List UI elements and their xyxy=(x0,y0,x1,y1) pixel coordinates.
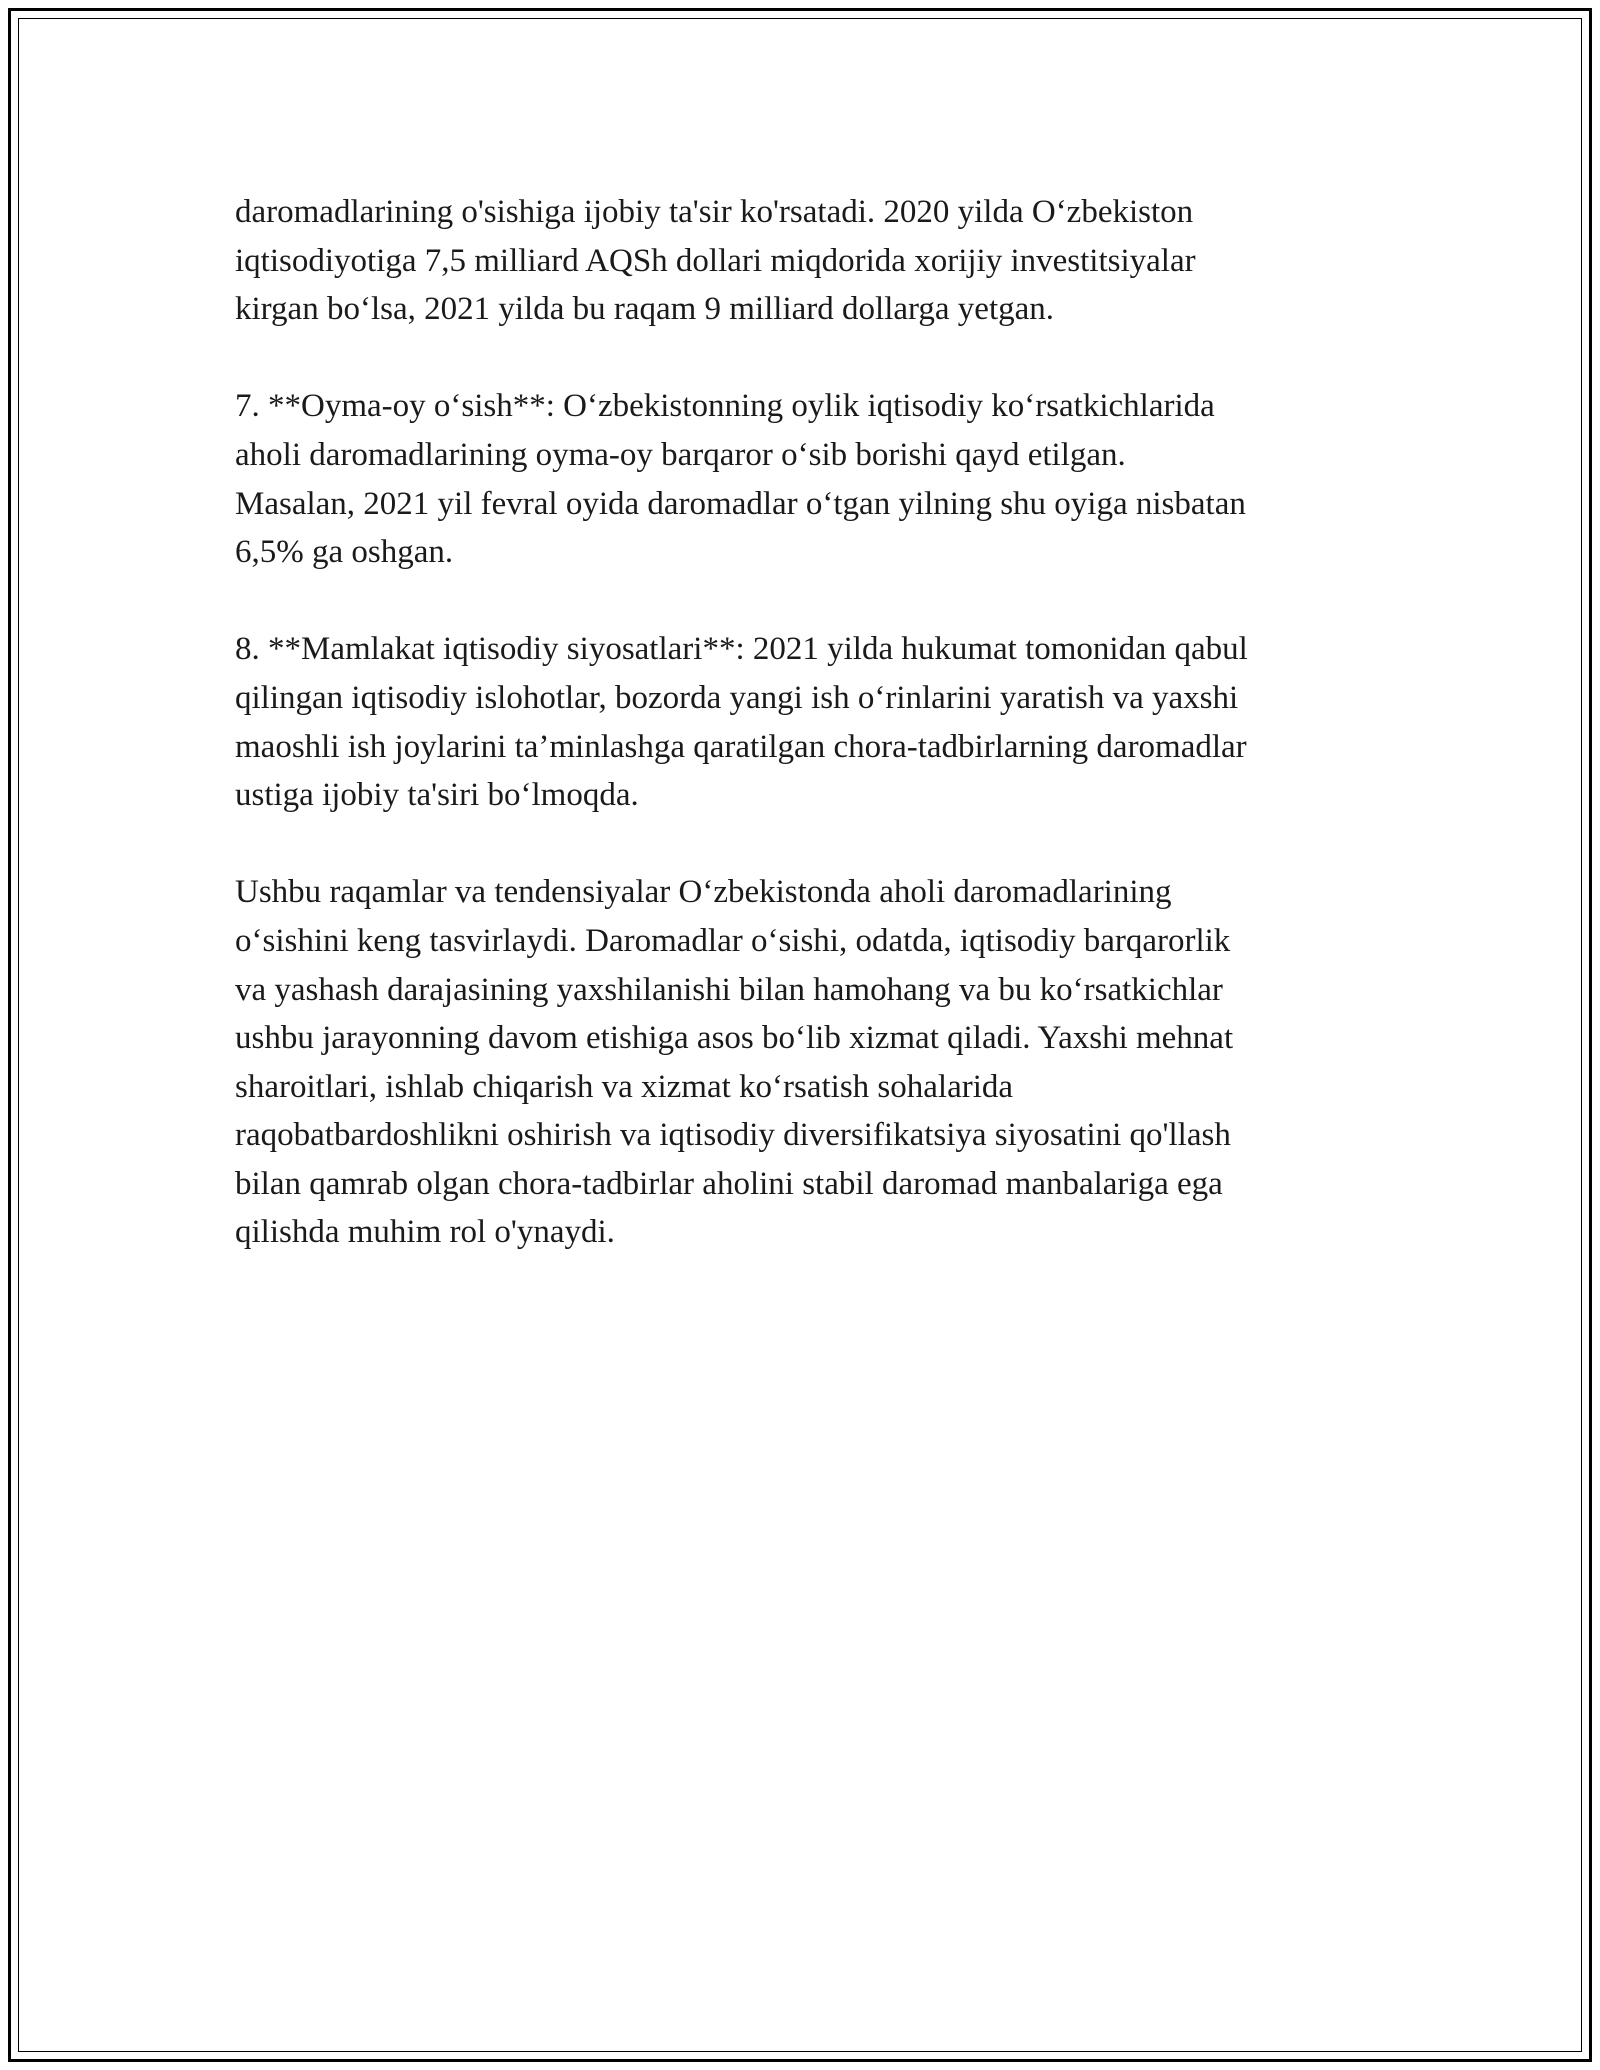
text-line: qilingan iqtisodiy islohotlar, bozorda yangi ish o‘rinlarini yaratish va yaxshi xyxy=(235,679,1239,716)
text-line: Ushbu raqamlar va tendensiyalar O‘zbekistonda aholi daromadlarining xyxy=(235,874,1172,911)
text-line: sharoitlari, ishlab chiqarish va xizmat ko‘rsatish sohalarida xyxy=(235,1068,1014,1105)
text-line: va yashash darajasining yaxshilanishi bilan hamohang va bu ko‘rsatkichlar xyxy=(235,971,1223,1008)
text-line: maoshli ish joylarini ta’minlashga qaratilgan chora-tadbirlarning daromadlar xyxy=(235,728,1247,765)
text-line: ustiga ijobiy ta'siri bo‘lmoqda. xyxy=(235,777,639,814)
text-line: ushbu jarayonning davom etishiga asos bo‘lib xizmat qiladi. Yaxshi mehnat xyxy=(235,1020,1234,1057)
text-line: Masalan, 2021 yil fevral oyida daromadlar o‘tgan yilning shu oyiga nisbatan xyxy=(235,485,1246,522)
paragraph-economic-policy xyxy=(235,625,1375,819)
text-line: 7. **Oyma-oy o‘sish**: O‘zbekistonning oylik iqtisodiy ko‘rsatkichlarida xyxy=(235,388,1215,425)
text-line: raqobatbardoshlikni oshirish va iqtisodiy diversifikatsiya siyosatini qo'llash xyxy=(235,1117,1231,1154)
text-line: bilan qamrab olgan chora-tadbirlar aholini stabil daromad manbalariga ega xyxy=(235,1165,1223,1202)
text-line: kirgan bo‘lsa, 2021 yilda bu raqam 9 milliard dollarga yetgan. xyxy=(235,291,1055,328)
text-line: iqtisodiyotiga 7,5 milliard AQSh dollari miqdorida xorijiy investitsiyalar xyxy=(235,242,1196,279)
text-line: daromadlarining o'sishiga ijobiy ta'sir ko'rsatadi. 2020 yilda O‘zbekiston xyxy=(235,194,1194,230)
paragraph-monthly-growth xyxy=(235,382,1375,576)
paragraph-conclusion xyxy=(235,868,1375,1257)
text-line: aholi daromadlarining oyma-oy barqaror o‘sib borishi qayd etilgan. xyxy=(235,436,1126,473)
text-line: qilishda muhim rol o'ynaydi. xyxy=(235,1214,615,1251)
document-body xyxy=(235,188,1375,1306)
text-line: 8. **Mamlakat iqtisodiy siyosatlari**: 2021 yilda hukumat tomonidan qabul xyxy=(235,631,1248,668)
text-line: o‘sishini keng tasvirlaydi. Daromadlar o‘sishi, odatda, iqtisodiy barqarorlik xyxy=(235,922,1231,959)
paragraph-investments xyxy=(235,188,1375,334)
text-line: 6,5% ga oshgan. xyxy=(235,534,454,571)
